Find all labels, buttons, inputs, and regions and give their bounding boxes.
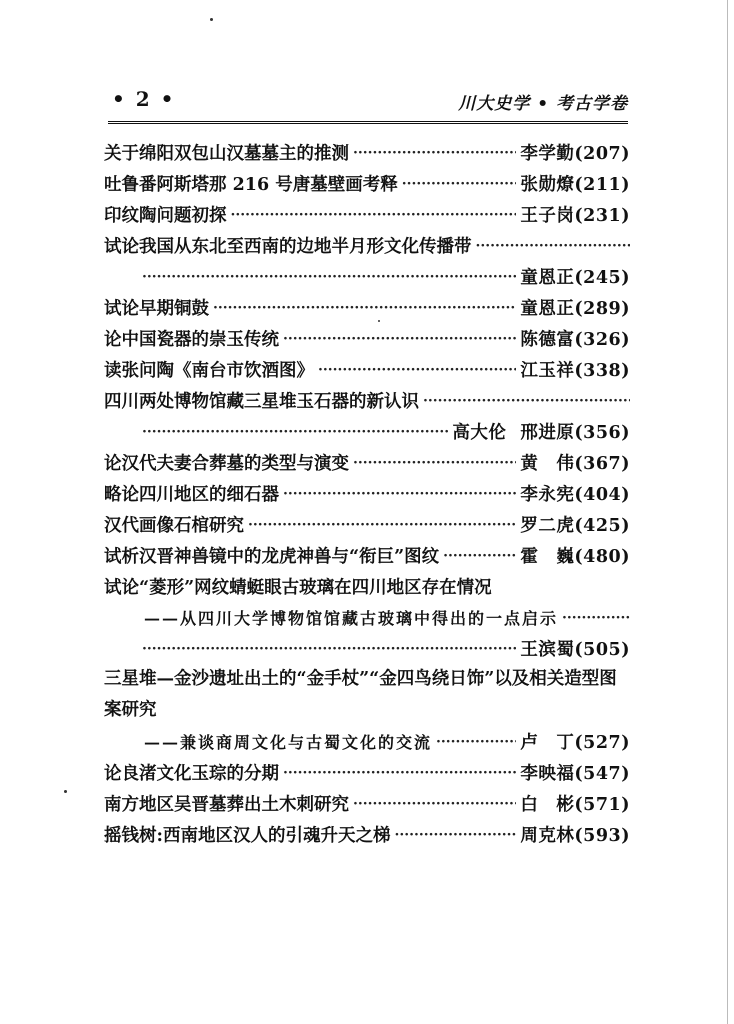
entry-subtitle: ——兼谈商周文化与古蜀文化的交流	[144, 733, 433, 752]
entry-subtitle: ——从四川大学博物馆馆藏古玻璃中得出的一点启示	[144, 609, 559, 628]
toc-entry[interactable]	[104, 478, 630, 509]
toc-entry-continuation[interactable]	[104, 261, 630, 292]
toc-entry[interactable]	[104, 571, 630, 602]
entry-author: 江玉祥(338)	[520, 361, 630, 381]
toc-entry[interactable]	[104, 509, 630, 540]
entry-title: 论汉代夫妻合葬墓的类型与演变	[104, 454, 349, 474]
page-edge	[727, 0, 728, 1024]
toc-entry[interactable]	[104, 292, 630, 323]
page-number: • 2 •	[112, 87, 176, 111]
leader-dots	[436, 732, 516, 752]
entry-author: 王子岗(231)	[520, 206, 630, 226]
entry-title: 略论四川地区的细石器	[104, 485, 279, 505]
entry-title: 试析汉晋神兽镜中的龙虎神兽与“衔巨”图纹	[104, 547, 440, 567]
entry-title: 南方地区吴晋墓葬出土木刺研究	[104, 795, 349, 815]
leader-dots	[443, 546, 516, 566]
entry-author: 邢进原(356)	[520, 423, 630, 443]
leader-dots	[353, 794, 516, 814]
entry-title: 论中国瓷器的崇玉传统	[104, 330, 279, 350]
entry-title: 论良渚文化玉琮的分期	[104, 764, 279, 784]
toc-entry-continuation[interactable]	[104, 416, 630, 447]
toc-entry[interactable]	[104, 323, 630, 354]
leader-dots	[283, 763, 516, 783]
scan-speck	[64, 790, 67, 793]
entry-author: 童恩正(289)	[520, 299, 630, 319]
leader-dots	[142, 639, 516, 659]
leader-dots	[142, 267, 516, 287]
entry-title: 试论早期铜鼓	[104, 299, 209, 319]
entry-title: 摇钱树:西南地区汉人的引魂升天之梯	[104, 826, 391, 846]
toc-entry[interactable]	[104, 757, 630, 788]
leader-dots	[476, 236, 631, 256]
leader-dots	[248, 515, 516, 535]
entry-title: 汉代画像石棺研究	[104, 516, 244, 536]
entry-title: 试论我国从东北至西南的边地半月形文化传播带	[104, 237, 472, 257]
leader-dots	[353, 143, 516, 163]
leader-dots	[213, 298, 516, 318]
leader-dots	[231, 205, 517, 225]
entry-author: 张勋燎(211)	[520, 175, 630, 195]
entry-author: 陈德富(326)	[520, 330, 630, 350]
toc-entry[interactable]	[104, 540, 630, 571]
leader-dots	[562, 608, 630, 628]
toc-entry[interactable]	[104, 788, 630, 819]
entry-title: 关于绵阳双包山汉墓墓主的推测	[104, 144, 349, 164]
leader-dots	[423, 391, 630, 411]
toc-entry[interactable]	[104, 230, 630, 261]
entry-title: 四川两处博物馆藏三星堆玉石器的新认识	[104, 392, 419, 412]
toc-entry[interactable]	[104, 199, 630, 230]
leader-dots	[142, 422, 448, 442]
entry-title: 试论“菱形”网纹蜻蜓眼古玻璃在四川地区存在情况	[104, 578, 492, 598]
entry-title: 吐鲁番阿斯塔那 216 号唐墓壁画考释	[104, 175, 398, 195]
toc-entry-subtitle[interactable]	[104, 726, 630, 757]
leader-dots	[283, 329, 516, 349]
leader-dots	[353, 453, 516, 473]
leader-dots	[318, 360, 516, 380]
toc-entry-subtitle[interactable]	[104, 602, 630, 633]
leader-dots	[394, 825, 516, 845]
entry-author: 李永宪(404)	[520, 485, 630, 505]
leader-dots	[283, 484, 516, 504]
entry-author: 童恩正(245)	[520, 268, 630, 288]
toc-entry[interactable]	[104, 819, 630, 850]
entry-author: 卢 丁(527)	[520, 733, 630, 753]
entry-author: 霍 巍(480)	[520, 547, 630, 567]
entry-author: 李映福(547)	[520, 764, 630, 784]
entry-author: 罗二虎(425)	[520, 516, 630, 536]
entry-author: 王滨蜀(505)	[520, 640, 630, 660]
toc-entry-continuation[interactable]	[104, 633, 630, 664]
entry-author: 李学勤(207)	[520, 144, 630, 164]
entry-title: 印纹陶问题初探	[104, 206, 227, 226]
running-head: 川大史学 • 考古学卷	[458, 94, 628, 114]
leader-dots	[402, 174, 517, 194]
toc-entry[interactable]	[104, 385, 630, 416]
entry-coauthor: 高大伦	[452, 423, 507, 443]
toc-entry[interactable]	[104, 137, 630, 168]
entry-title: 三星堆—金沙遗址出土的“金手杖”“金四鸟绕日饰”以及相关造型图案研究	[104, 669, 617, 720]
toc-entry[interactable]	[104, 447, 630, 478]
entry-author: 白 彬(571)	[520, 795, 630, 815]
page-header	[108, 87, 628, 124]
toc-entry[interactable]	[104, 664, 630, 726]
toc-entry[interactable]	[104, 168, 630, 199]
table-of-contents	[104, 137, 630, 850]
scan-speck	[210, 18, 213, 21]
toc-entry[interactable]	[104, 354, 630, 385]
entry-author: 周克林(593)	[520, 826, 630, 846]
entry-title: 读张问陶《南台市饮酒图》	[104, 361, 314, 381]
entry-author: 黄 伟(367)	[520, 454, 630, 474]
